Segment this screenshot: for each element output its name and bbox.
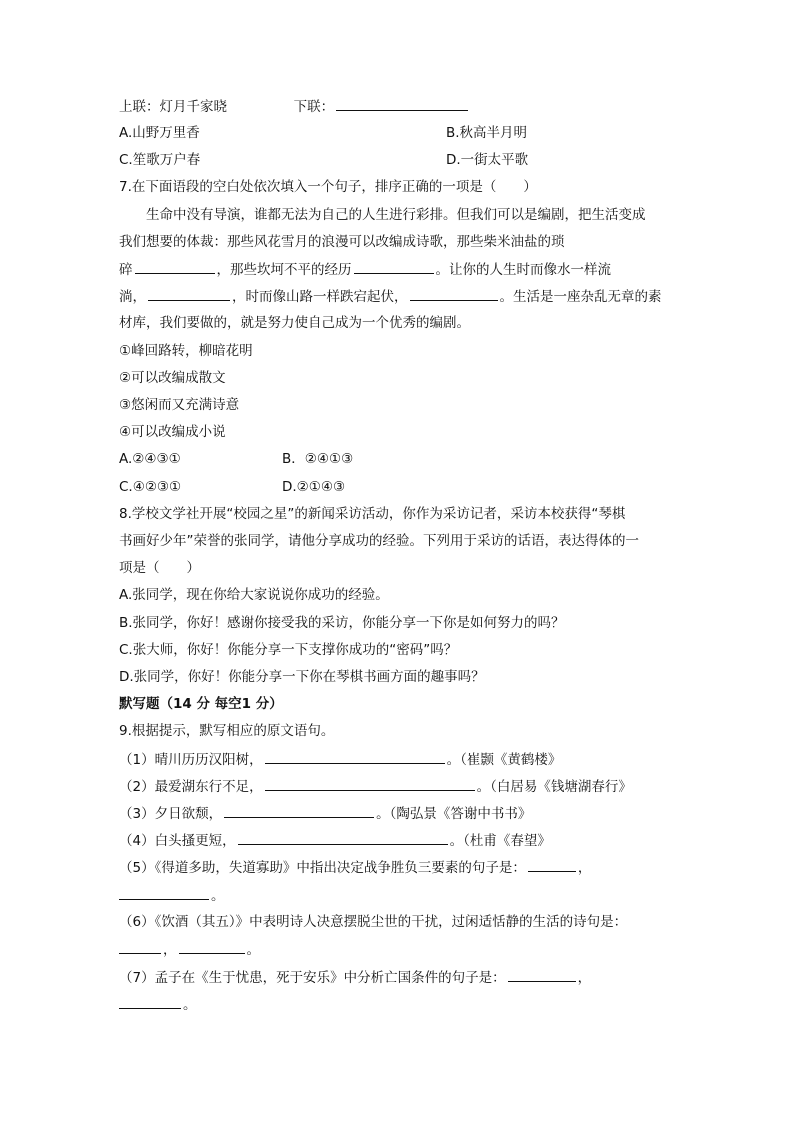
q7-blank-4 <box>410 286 498 301</box>
q7-item-1: ①峰回路转，柳暗花明 <box>119 343 253 359</box>
q9-4-prompt: （4）白头搔更短， <box>119 833 236 849</box>
q9-4-blank <box>238 830 448 845</box>
q9-item-1 <box>119 749 561 770</box>
q9-3-source: 。（陶弘景《答谢中书书》 <box>376 806 532 822</box>
q7-p3a: 碎 <box>119 262 133 278</box>
q9-7-comma: ， <box>577 970 592 986</box>
couplet-up: 上联：灯月千家晓 <box>119 99 227 115</box>
q7-blank-3 <box>148 286 230 301</box>
q7-passage-line3 <box>119 259 611 280</box>
q9-stem: 9.根据提示，默写相应的原文语句。 <box>119 723 335 739</box>
q9-item-5 <box>119 857 591 878</box>
q6-option-d: D.一街太平歌 <box>446 152 529 168</box>
q9-item-3 <box>119 803 531 824</box>
q7-passage-line2: 我们想要的体裁：那些风花雪月的浪漫可以改编成诗歌，那些柴米油盐的琐 <box>119 234 565 250</box>
q9-7-prompt: （7）孟子在《生于忧患，死于安乐》中分析亡国条件的句子是： <box>119 970 506 986</box>
q9-5-prompt: （5）《得道多助，失道寡助》中指出决定战争胜负三要素的句子是： <box>119 860 526 876</box>
q6-option-c: C.笙歌万户春 <box>119 152 201 168</box>
couplet-line <box>119 96 470 117</box>
q9-6-blank-2 <box>179 939 245 954</box>
q7-p3b: ，那些坎坷不平的经历 <box>216 262 352 278</box>
q9-6-end: 。 <box>246 942 260 958</box>
q8-option-c: C.张大师，你好！你能分享一下支撑你成功的“密码”吗？ <box>119 642 458 658</box>
q7-p4a: 淌， <box>119 289 146 305</box>
q7-blank-2 <box>354 259 434 274</box>
q9-4-source: 。（杜甫《春望》 <box>449 833 551 849</box>
q6-option-a: A.山野万里香 <box>119 125 200 141</box>
q7-item-3: ③悠闲而又充满诗意 <box>119 397 240 413</box>
q7-passage-line1: 生命中没有导演，谁都无法为自己的人生进行彩排。但我们可以是编剧，把生活变成 <box>146 207 646 223</box>
q9-item-7 <box>119 967 591 988</box>
q9-7-end: 。 <box>183 997 197 1013</box>
q9-6-comma: ， <box>163 942 177 958</box>
q9-2-blank <box>265 776 475 791</box>
q8-option-a: A.张同学，现在你给大家说说你成功的经验。 <box>119 587 389 603</box>
q9-6-blank-1 <box>119 939 161 954</box>
section-heading: 默写题（14 分 每空1 分） <box>119 696 283 712</box>
q9-item-7-cont <box>119 994 197 1015</box>
q9-item-5-cont <box>119 885 225 906</box>
q8-option-b: B.张同学，你好！感谢你接受我的采访，你能分享一下你是如何努力的吗？ <box>119 615 565 631</box>
q7-p4c: 。生活是一座杂乱无章的素 <box>499 289 662 305</box>
q9-2-prompt: （2）最爱湖东行不足， <box>119 779 263 795</box>
q7-item-4: ④可以改编成小说 <box>119 424 226 440</box>
q7-option-a: A.②④③① <box>119 451 181 467</box>
q7-p4b: ，时而像山路一样跌宕起伏， <box>232 289 408 305</box>
q9-1-source: 。（崔颢《黄鹤楼》 <box>446 752 562 768</box>
q9-item-6-cont <box>119 939 260 960</box>
q9-5-blank-1 <box>528 857 576 872</box>
q9-5-blank-2 <box>119 885 209 900</box>
q8-stem-line2: 书画好少年”荣誉的张同学，请他分享成功的经验。下列用于采访的话语，表达得体的一 <box>119 533 639 549</box>
q9-5-comma: ， <box>577 860 592 876</box>
q8-option-d: D.张同学，你好！你能分享一下你在琴棋书画方面的趣事吗？ <box>119 669 485 685</box>
q9-1-prompt: （1）晴川历历汉阳树， <box>119 752 263 768</box>
q9-3-prompt: （3）夕日欲颓， <box>119 806 223 822</box>
q7-option-b: B．②④①③ <box>282 451 354 467</box>
q7-blank-1 <box>135 259 215 274</box>
q6-option-b: B.秋高半月明 <box>446 125 528 141</box>
q8-stem-line1: 8.学校文学社开展“校园之星”的新闻采访活动，你作为采访记者，采访本校获得“琴棋 <box>119 506 626 522</box>
q9-1-blank <box>265 749 445 764</box>
q7-stem: 7.在下面语段的空白处依次填入一个句子，排序正确的一项是（ ） <box>119 179 537 195</box>
couplet-blank <box>336 96 468 111</box>
q8-stem-line3: 项是（ ） <box>119 560 200 576</box>
q9-2-source: 。（白居易《钱塘湖春行》 <box>476 779 632 795</box>
q9-5-end: 。 <box>211 888 225 904</box>
q9-item-6: （6）《饮酒（其五）》中表明诗人决意摆脱尘世的干扰，过闲适恬静的生活的诗句是： <box>119 914 628 930</box>
couplet-down-label: 下联： <box>293 99 335 115</box>
q9-3-blank <box>224 803 374 818</box>
q7-item-2: ②可以改编成散文 <box>119 370 226 386</box>
q7-p3c: 。让你的人生时而像水一样流 <box>435 262 611 278</box>
q9-item-2 <box>119 776 632 797</box>
q9-item-4 <box>119 830 551 851</box>
q7-passage-line5: 材库，我们要做的，就是努力使自己成为一个优秀的编剧。 <box>119 315 470 331</box>
q7-option-d: D.②①④③ <box>282 479 346 495</box>
q7-option-c: C.④②③① <box>119 479 182 495</box>
q7-passage-line4 <box>119 286 662 307</box>
q9-7-blank-1 <box>508 967 576 982</box>
q9-7-blank-2 <box>119 994 181 1009</box>
